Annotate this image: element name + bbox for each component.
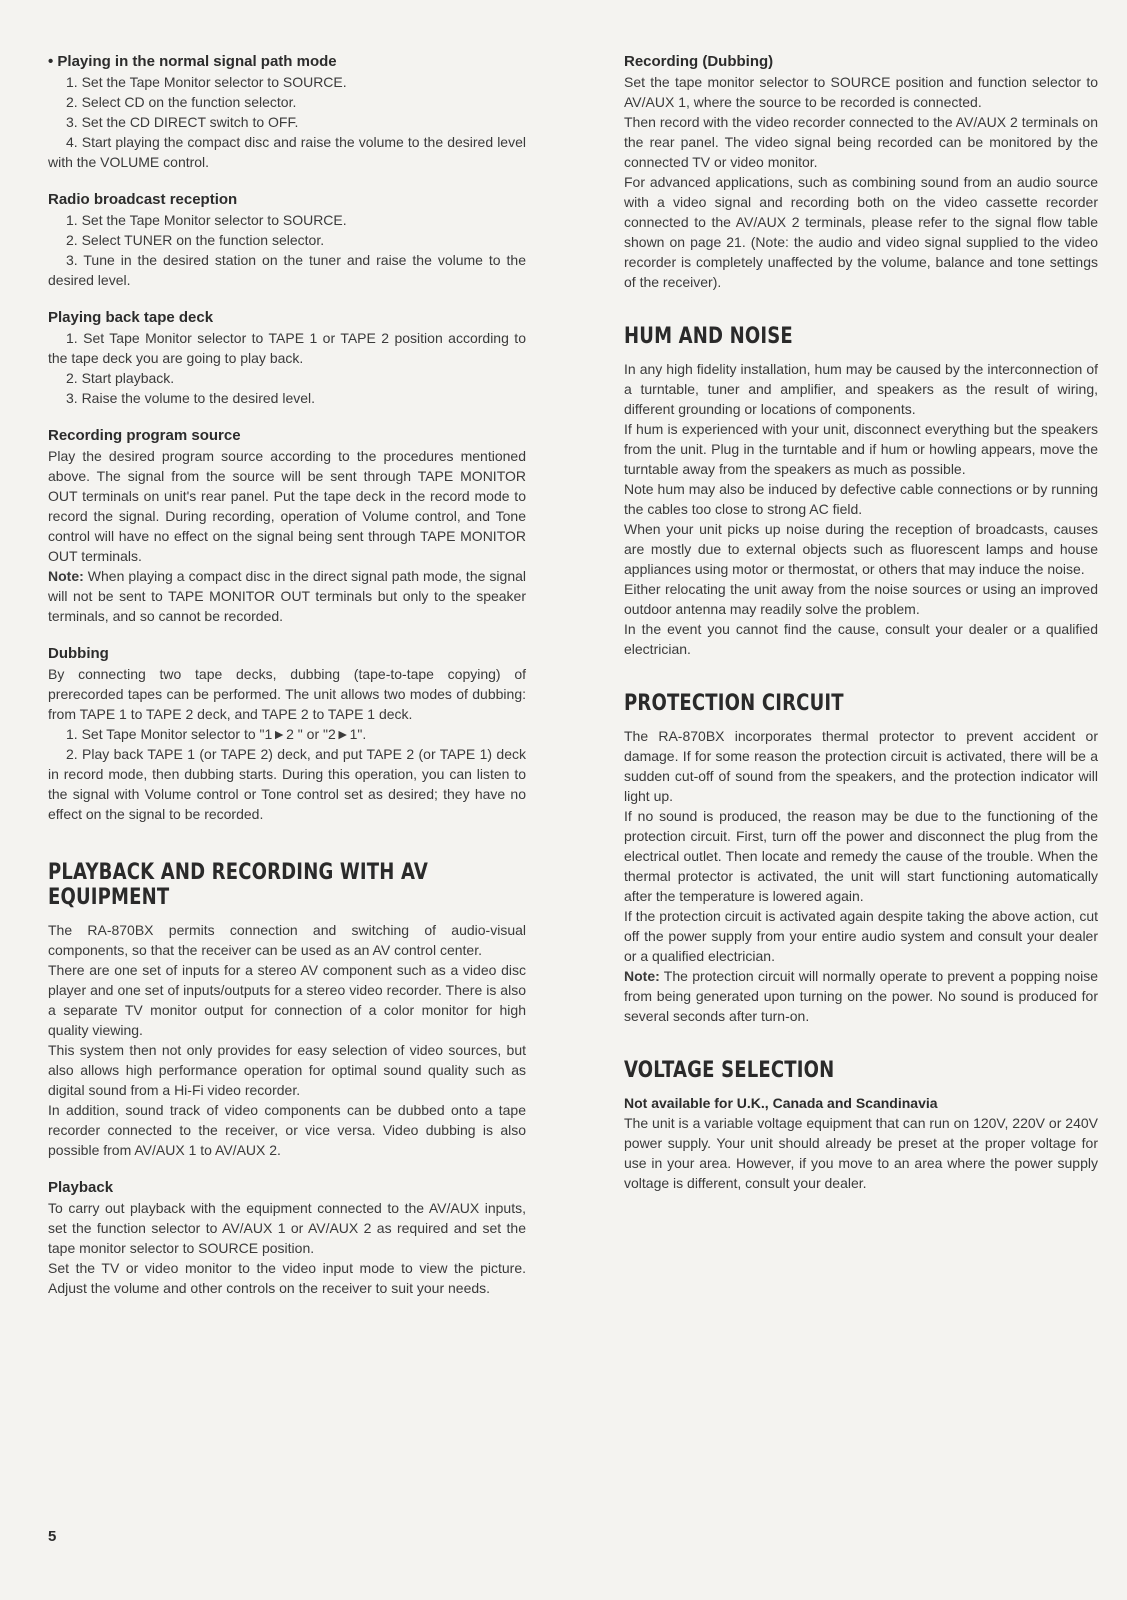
av-section-title-line2: EQUIPMENT <box>48 885 170 910</box>
recording-dubbing-block <box>624 52 1098 292</box>
radio-heading: Radio broadcast reception <box>48 191 238 208</box>
protection-note <box>624 966 1098 1026</box>
recording-dubbing-paragraph-3: For advanced applications, such as combining sound from an audio source with a video signal and recording both on the video cassette recorder connected to the AV/AUX 2 terminals, please refer to the signal flow table shown on page 21. (Note: the audio and video signal supplied to the video recorder is completely unaffected by the volume, balance and tone settings of the receiver). <box>624 174 1098 290</box>
note-label: Note: <box>48 568 84 584</box>
av-section <box>48 860 526 1160</box>
protection-section <box>624 691 1098 1026</box>
recording-dubbing-paragraph-2: Then record with the video recorder connected to the AV/AUX 2 terminals on the rear panel. The video signal being recorded can be monitored by the connected TV or video monitor. <box>624 114 1098 170</box>
playback-heading: Playback <box>48 1179 114 1196</box>
hum-paragraph-6: In the event you cannot find the cause, consult your dealer or a qualified electrician. <box>624 621 1098 657</box>
tape-deck-block <box>48 308 526 408</box>
dubbing-body: By connecting two tape decks, dubbing (tape-to-tape copying) of prerecorded tapes can be performed. The unit allows two modes of dubbing: from TAPE 1 to TAPE 2 deck, and TAPE 2 to TAPE 1 deck. <box>48 666 526 722</box>
tape-deck-heading: Playing back tape deck <box>48 309 214 326</box>
dubbing-heading: Dubbing <box>48 645 109 662</box>
normal-path-step-3: 3. Set the CD DIRECT switch to OFF. <box>66 114 299 130</box>
dubbing-step-2: 2. Play back TAPE 1 (or TAPE 2) deck, and put TAPE 2 (or TAPE 1) deck in record mode, then dubbing starts. During this operation, you can listen to the signal with Volume control or Tone control set as desired; they have no effect on the signal to be recorded. <box>48 746 526 822</box>
normal-path-block <box>48 52 526 172</box>
voltage-body: The unit is a variable voltage equipment that can run on 120V, 220V or 240V power supply. Your unit should already be preset at the proper voltage for use in your area. However, if you move to an area where the power supply voltage is different, consult your dealer. <box>624 1115 1098 1191</box>
av-paragraph-1: The RA-870BX permits connection and switching of audio-visual components, so that the receiver can be used as an AV control center. <box>48 922 526 958</box>
recording-program-note <box>48 566 526 626</box>
right-column <box>624 52 1098 1193</box>
page-number: 5 <box>48 1528 57 1545</box>
playback-paragraph-1: To carry out playback with the equipment connected to the AV/AUX inputs, set the function selector to AV/AUX 1 or AV/AUX 2 as required and set the tape monitor selector to SOURCE position. <box>48 1200 526 1256</box>
note-label: Note: <box>624 968 660 984</box>
normal-path-step-4: 4. Start playing the compact disc and raise the volume to the desired level with the VOLUME control. <box>48 134 526 170</box>
radio-step-2: 2. Select TUNER on the function selector. <box>66 232 325 248</box>
radio-step-1: 1. Set the Tape Monitor selector to SOURCE. <box>66 212 347 228</box>
recording-program-heading: Recording program source <box>48 427 241 444</box>
hum-paragraph-1: In any high fidelity installation, hum may be caused by the interconnection of a turntable, tuner and amplifier, and speakers as the result of wiring, different grounding or locations of components. <box>624 361 1098 417</box>
protection-paragraph-3: If the protection circuit is activated again despite taking the above action, cut off the power supply from your entire audio system and consult your dealer or a qualified electrician. <box>624 908 1098 964</box>
voltage-subheading: Not available for U.K., Canada and Scandinavia <box>624 1095 938 1111</box>
hum-noise-title: HUM AND NOISE <box>624 324 793 349</box>
tape-deck-step-3: 3. Raise the volume to the desired level. <box>66 390 316 406</box>
voltage-section <box>624 1058 1098 1193</box>
dubbing-block <box>48 644 526 824</box>
protection-title: PROTECTION CIRCUIT <box>624 691 844 716</box>
tape-deck-step-2: 2. Start playback. <box>66 370 175 386</box>
left-column <box>48 52 526 1298</box>
note-text: When playing a compact disc in the direct signal path mode, the signal will not be sent to TAPE MONITOR OUT terminals but only to the speaker terminals, and so cannot be recorded. <box>48 568 526 624</box>
radio-block <box>48 190 526 290</box>
av-paragraph-4: In addition, sound track of video components can be dubbed onto a tape recorder connected to the receiver, or vice versa. Video dubbing is also possible from AV/AUX 1 to AV/AUX 2. <box>48 1102 526 1158</box>
protection-paragraph-1: The RA-870BX incorporates thermal protector to prevent accident or damage. If for some reason the protection circuit is activated, there will be a sudden cut-off of sound from the speakers, and the protection indicator will light up. <box>624 728 1098 804</box>
voltage-title: VOLTAGE SELECTION <box>624 1058 835 1083</box>
playback-paragraph-2: Set the TV or video monitor to the video input mode to view the picture. Adjust the volume and other controls on the receiver to suit your needs. <box>48 1260 526 1296</box>
normal-path-step-1: 1. Set the Tape Monitor selector to SOURCE. <box>66 74 347 90</box>
normal-path-step-2: 2. Select CD on the function selector. <box>66 94 297 110</box>
recording-dubbing-heading: Recording (Dubbing) <box>624 53 774 70</box>
hum-paragraph-5: Either relocating the unit away from the noise sources or using an improved outdoor antenna may readily solve the problem. <box>624 581 1098 617</box>
protection-paragraph-2: If no sound is produced, the reason may be due to the functioning of the protection circuit. First, turn off the power and disconnect the plug from the electrical outlet. Then locate and remedy the cause of the trouble. When the thermal protector is activated, the unit will start functioning automatically after the temperature is lowered again. <box>624 808 1098 904</box>
note-text: The protection circuit will normally operate to prevent a popping noise from being generated upon turning on the power. No sound is produced for several seconds after turn-on. <box>624 968 1098 1024</box>
av-paragraph-3: This system then not only provides for easy selection of video sources, but also allows high performance operation for optimal sound quality such as digital sound from a Hi-Fi video recorder. <box>48 1042 526 1098</box>
tape-deck-step-1: 1. Set Tape Monitor selector to TAPE 1 or TAPE 2 position according to the tape deck you are going to play back. <box>48 330 526 366</box>
av-paragraph-2: There are one set of inputs for a stereo AV component such as a video disc player and one set of inputs/outputs for a stereo video recorder. There is also a separate TV monitor output for connection of a color monitor for high quality viewing. <box>48 962 526 1038</box>
playback-block <box>48 1178 526 1298</box>
hum-paragraph-2: If hum is experienced with your unit, disconnect everything but the speakers from the unit. Plug in the turntable and if hum or howling appears, move the turntable away from the speakers as much as possible. <box>624 421 1098 477</box>
radio-step-3: 3. Tune in the desired station on the tuner and raise the volume to the desired level. <box>48 252 526 288</box>
recording-program-body: Play the desired program source according to the procedures mentioned above. The signal from the source will be sent through TAPE MONITOR OUT terminals on unit's rear panel. Put the tape deck in the record mode to record the signal. During recording, operation of Volume control, and Tone control will have no effect on the signal being sent through TAPE MONITOR OUT terminals. <box>48 448 526 564</box>
normal-path-heading: • Playing in the normal signal path mode <box>48 53 337 70</box>
hum-paragraph-4: When your unit picks up noise during the reception of broadcasts, causes are mostly due to external objects such as fluorescent lamps and house appliances using motor or thermostat, or others that may induce the noise. <box>624 521 1098 577</box>
recording-dubbing-paragraph-1: Set the tape monitor selector to SOURCE position and function selector to AV/AUX 1, where the source to be recorded is connected. <box>624 74 1098 110</box>
dubbing-step-1: 1. Set Tape Monitor selector to "1►2 " or "2►1". <box>66 726 367 742</box>
av-section-title-line1: PLAYBACK AND RECORDING WITH AV <box>48 860 429 885</box>
recording-program-block <box>48 426 526 626</box>
hum-paragraph-3: Note hum may also be induced by defective cable connections or by running the cables too close to strong AC field. <box>624 481 1098 517</box>
hum-noise-section <box>624 324 1098 659</box>
